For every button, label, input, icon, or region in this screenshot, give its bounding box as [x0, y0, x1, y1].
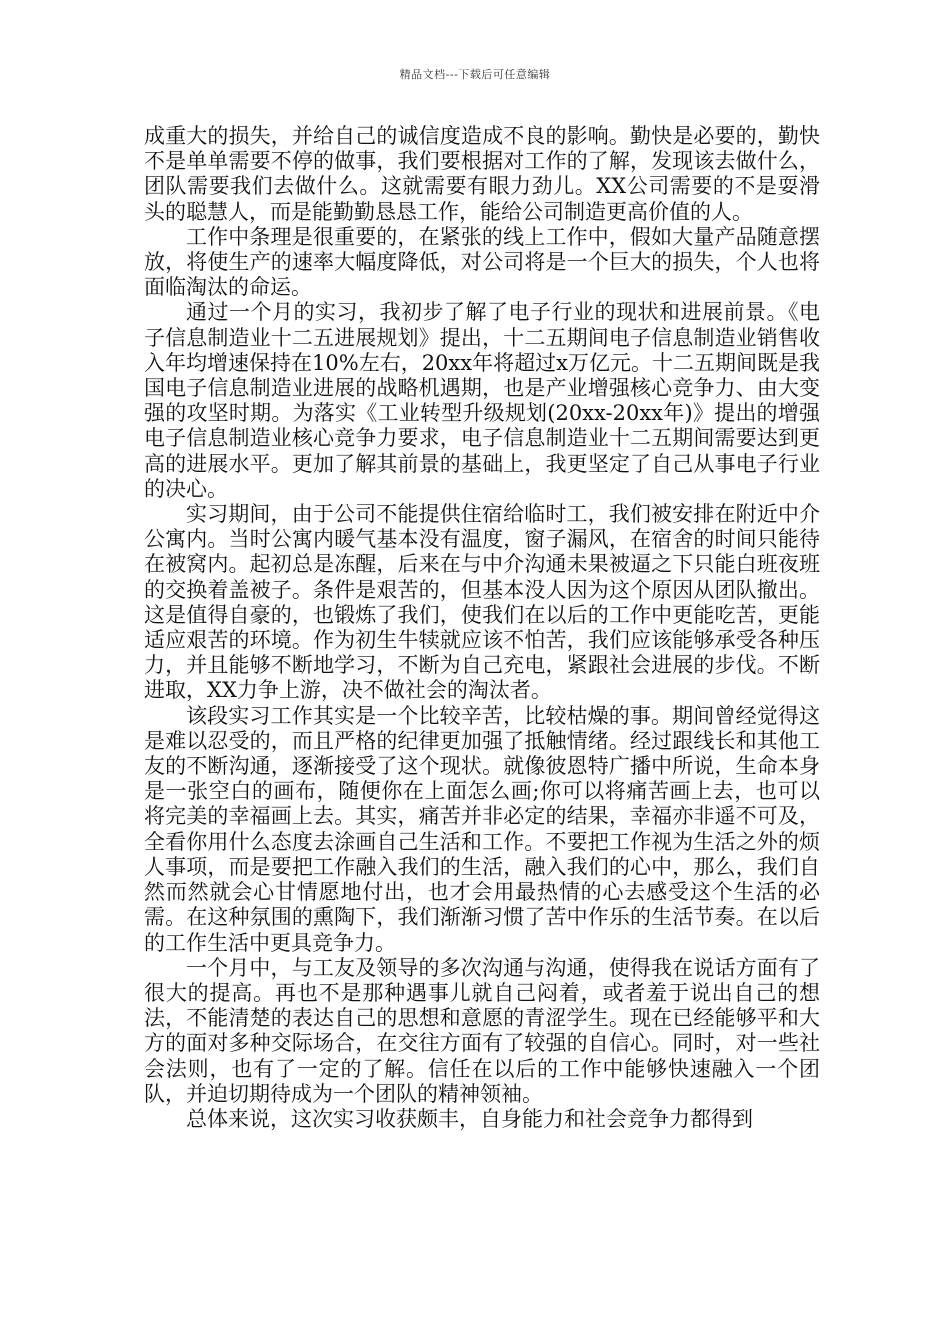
paragraph-5: 该段实习工作其实是一个比较辛苦，比较枯燥的事。期间曾经觉得这是难以忍受的，而且严格的纪律更加强了抵触情绪。经过跟线长和其他工友的不断沟通，逐渐接受了这个现状。就像彼恩特广播中所说，生命本身是一张空白的画布，随便你在上面怎么画;你可以将痛苦画上去，也可以将完美的幸福画上去。其实，痛苦并非必定的结果，幸福亦非遥不可及，全看你用什么态度去涂画自己生活和工作。不要把工作视为生活之外的烦人事项，而是要把工作融入我们的生活，融入我们的心中，那么，我们自然而然就会心甘情愿地付出，也才会用最热情的心去感受这个生活的必需。在这种氛围的熏陶下，我们渐渐习惯了苦中作乐的生活节奏。在以后的工作生活中更具竞争力。 — [144, 703, 820, 955]
paragraph-2: 工作中条理是很重要的，在紧张的线上工作中，假如大量产品随意摆放，将使生产的速率大幅度降低，对公司将是一个巨大的损失，个人也将面临淘汰的命运。 — [144, 224, 820, 300]
paragraph-6: 一个月中，与工友及领导的多次沟通与沟通，使得我在说话方面有了很大的提高。再也不是那种遇事儿就自己闷着，或者羞于说出自己的想法，不能清楚的表达自己的思想和意愿的青涩学生。现在已经能够平和大方的面对多种交际场合，在交往方面有了较强的自信心。同时，对一些社会法则，也有了一定的了解。信任在以后的工作中能够快速融入一个团队，并迫切期待成为一个团队的精神领袖。 — [144, 955, 820, 1106]
paragraph-1: 成重大的损失，并给自己的诚信度造成不良的影响。勤快是必要的，勤快不是单单需要不停的做事，我们要根据对工作的了解，发现该去做什么，团队需要我们去做什么。这就需要有眼力劲儿。XX公司需要的不是耍滑头的聪慧人，而是能勤勤恳恳工作，能给公司制造更高价值的人。 — [144, 124, 820, 224]
document-body — [144, 124, 820, 1132]
page-header: 精品文档---下载后可任意编辑 — [399, 68, 551, 81]
paragraph-3: 通过一个月的实习，我初步了解了电子行业的现状和进展前景。《电子信息制造业十二五进展规划》提出，十二五期间电子信息制造业销售收入年均增速保持在10%左右，20xx年将超过x万亿元。十二五期间既是我国电子信息制造业进展的战略机遇期，也是产业增强核心竞争力、由大变强的攻坚时期。为落实《工业转型升级规划(20xx-20xx年)》提出的增强电子信息制造业核心竞争力要求，电子信息制造业十二五期间需要达到更高的进展水平。更加了解其前景的基础上，我更坚定了自己从事电子行业的决心。 — [144, 300, 820, 501]
paragraph-4: 实习期间，由于公司不能提供住宿给临时工，我们被安排在附近中介公寓内。当时公寓内暖气基本没有温度，窗子漏风，在宿舍的时间只能待在被窝内。起初总是冻醒，后来在与中介沟通未果被逼之下只能白班夜班的交换着盖被子。条件是艰苦的，但基本没人因为这个原因从团队撤出。这是值得自豪的，也锻炼了我们，使我们在以后的工作中更能吃苦，更能适应艰苦的环境。作为初生牛犊就应该不怕苦，我们应该能够承受各种压力，并且能够不断地学习，不断为自己充电，紧跟社会进展的步伐。不断进取，XX力争上游，决不做社会的淘汰者。 — [144, 502, 820, 703]
paragraph-7: 总体来说，这次实习收获颇丰，自身能力和社会竞争力都得到 — [186, 1106, 753, 1131]
